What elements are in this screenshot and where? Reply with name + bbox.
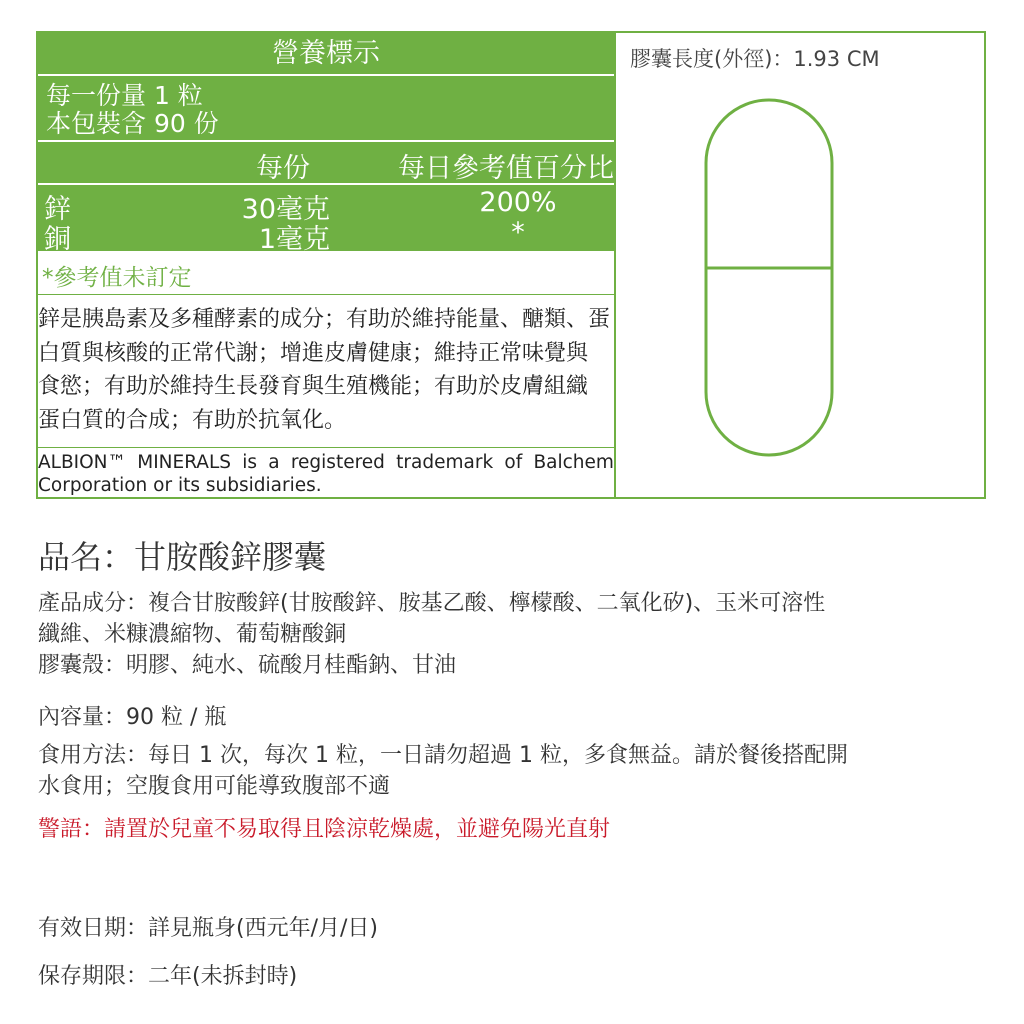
- capsule-length-caption: 膠囊長度(外徑)：1.93 CM: [630, 47, 880, 71]
- nutrition-facts-panel: [38, 33, 614, 496]
- nutrient-rows: [38, 185, 614, 255]
- trademark-line-1: [38, 451, 614, 474]
- health-claims: [38, 303, 618, 437]
- shelf-life: 保存期限：二年(未拆封時): [38, 964, 298, 989]
- nutrient-amount: 1毫克: [258, 224, 330, 255]
- trademark-word: trademark: [396, 452, 494, 473]
- claim-line: 食慾；有助於維持生長發育與生殖機能；有助於皮膚組織: [38, 374, 589, 399]
- trademark-word: registered: [290, 452, 385, 473]
- nutrition-facts-title: 營養標示: [38, 33, 614, 76]
- divider: [38, 294, 614, 295]
- trademark-word: ALBION™: [38, 452, 127, 473]
- trademark-word: is: [242, 452, 258, 473]
- ingredients-line: 產品成分：複合甘胺酸鋅(甘胺酸鋅、胺基乙酸、檸檬酸、二氧化矽)、玉米可溶性: [38, 591, 826, 616]
- nutrient-amount: 30毫克: [241, 194, 330, 225]
- ingredients: [38, 588, 825, 681]
- serving-info: [38, 76, 614, 142]
- usage-line: 食用方法：每日 1 次，每次 1 粒，一日請勿超過 1 粒，多食無益。請於餐後搭配開: [38, 743, 848, 768]
- claim-line: 白質與核酸的正常代謝；增進皮膚健康；維持正常味覺與: [38, 340, 589, 366]
- nutrient-daily-value: 200%: [479, 187, 557, 218]
- nutrient-row: [38, 217, 614, 255]
- divider: [38, 447, 614, 448]
- trademark-word: MINERALS: [137, 452, 232, 473]
- per-serving-header: 每份: [256, 153, 310, 184]
- expiry-date: 有效日期：詳見瓶身(西元年/月/日): [38, 916, 378, 941]
- serving-size: 每一份量 1 粒: [46, 81, 203, 110]
- claim-line: 蛋白質的合成；有助於抗氧化。: [38, 407, 347, 433]
- reference-note: *參考值未訂定: [42, 265, 192, 291]
- trademark-line-2: Corporation or its subsidiaries.: [38, 475, 322, 496]
- usage-directions: [38, 740, 848, 802]
- capsule-shell: 膠囊殼：明膠、純水、硫酸月桂酯鈉、甘油: [38, 653, 457, 678]
- capsule-outline: [706, 100, 832, 455]
- trademark-word: a: [268, 452, 280, 473]
- capsule-illustration: [616, 33, 988, 497]
- trademark-notice: [38, 451, 614, 497]
- daily-value-header: 每日參考值百分比: [398, 153, 614, 184]
- nutrition-column-headers: [38, 142, 614, 185]
- ingredients-line: 纖維、米糠濃縮物、葡萄糖酸銅: [38, 622, 347, 647]
- trademark-word: Balchem: [533, 452, 614, 473]
- trademark-word: of: [504, 452, 523, 473]
- nutrient-row: [38, 187, 614, 225]
- product-name: 品名：甘胺酸鋅膠囊: [38, 538, 327, 576]
- servings-per-pack: 本包裝含 90 份: [46, 109, 219, 138]
- usage-line: 水食用；空腹食用可能導致腹部不適: [38, 774, 391, 799]
- nutrient-name: 鋅: [44, 194, 71, 225]
- nutrient-daily-value: *: [511, 217, 525, 248]
- capsule-size-panel: [614, 33, 988, 497]
- nutrition-label-box: [36, 31, 986, 499]
- claim-line: 鋅是胰島素及多種酵素的成分；有助於維持能量、醣類、蛋: [38, 307, 611, 332]
- warning-text: 警語：請置於兒童不易取得且陰涼乾燥處，並避免陽光直射: [38, 817, 611, 842]
- net-content: 內容量：90 粒 / 瓶: [38, 705, 227, 730]
- nutrient-name: 銅: [44, 224, 71, 255]
